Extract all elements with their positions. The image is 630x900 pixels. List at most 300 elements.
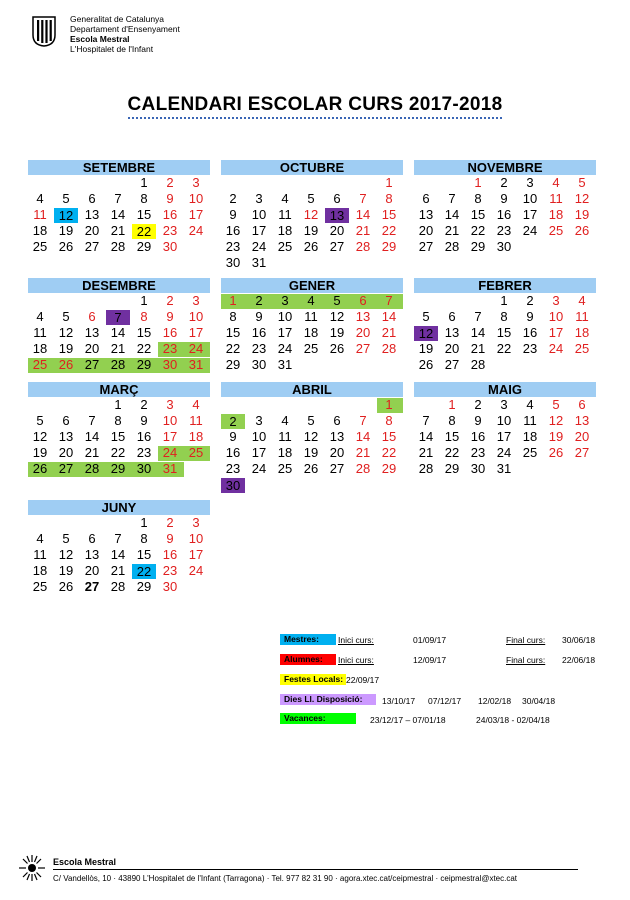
day-cell: 22	[225, 341, 241, 356]
legend-vacances-period: 24/03/18 - 02/04/18	[476, 715, 550, 725]
legend-lliure-swatch: Dies Ll. Disposició:	[280, 694, 376, 705]
day-cell: 17	[251, 445, 267, 460]
day-cell: 24	[548, 341, 564, 356]
day-cell: 20	[329, 445, 345, 460]
day-cell: 16	[162, 547, 178, 562]
day-cell: 4	[552, 175, 560, 190]
day-cell: 3	[192, 293, 200, 308]
week-row	[28, 357, 210, 373]
day-cell: 8	[500, 309, 508, 324]
month-header: FEBRER	[414, 278, 596, 293]
day-cell: 4	[36, 531, 44, 546]
day-cell: 27	[355, 341, 371, 356]
month-header: ABRIL	[221, 382, 403, 397]
month-abril	[221, 382, 403, 493]
sun-logo-icon	[18, 854, 46, 882]
day-cell: 23	[251, 341, 267, 356]
org-line: Escola Mestral	[70, 34, 130, 44]
day-cell: 15	[496, 325, 512, 340]
month-juny	[28, 500, 210, 595]
legend-lliure-date: 13/10/17	[382, 696, 416, 706]
day-cell: 18	[32, 563, 48, 578]
legend-alumnes-end: 22/06/18	[562, 655, 596, 665]
day-cell: 2	[166, 293, 174, 308]
day-cell: 13	[84, 547, 100, 562]
day-cell: 7	[474, 309, 482, 324]
day-cell: 3	[526, 175, 534, 190]
week-row	[414, 175, 596, 191]
day-cell: 19	[32, 445, 48, 460]
day-cell: 22	[470, 223, 486, 238]
day-cell: 18	[303, 325, 319, 340]
week-row	[28, 515, 210, 531]
month-header: DESEMBRE	[28, 278, 210, 293]
day-cell: 3	[255, 191, 263, 206]
day-cell: 19	[58, 341, 74, 356]
week-row	[221, 429, 403, 445]
month-header: SETEMBRE	[28, 160, 210, 175]
day-cell: 30	[251, 357, 267, 372]
month-octubre	[221, 160, 403, 271]
day-cell: 14	[110, 325, 126, 340]
week-row	[221, 477, 403, 493]
month-març	[28, 382, 210, 477]
day-cell: 5	[36, 413, 44, 428]
day-cell: 13	[574, 413, 590, 428]
day-cell: 25	[303, 341, 319, 356]
day-cell: 9	[166, 531, 174, 546]
day-cell: 30	[162, 579, 178, 594]
week-row	[414, 309, 596, 325]
week-row	[414, 191, 596, 207]
day-cell: 9	[500, 191, 508, 206]
week-row	[414, 223, 596, 239]
day-cell: 19	[58, 223, 74, 238]
day-cell: 16	[251, 325, 267, 340]
day-cell: 20	[58, 445, 74, 460]
day-cell: 6	[88, 191, 96, 206]
day-cell: 9	[474, 413, 482, 428]
day-cell: 10	[188, 531, 204, 546]
day-cell: 17	[496, 429, 512, 444]
day-cell: 7	[422, 413, 430, 428]
day-cell: 7	[448, 191, 456, 206]
day-cell: 25	[277, 239, 293, 254]
day-cell: 27	[418, 239, 434, 254]
day-cell: 6	[448, 309, 456, 324]
day-cell: 15	[110, 429, 126, 444]
day-cell: 13	[444, 325, 460, 340]
day-cell: 1	[140, 515, 148, 530]
day-cell: 21	[444, 223, 460, 238]
day-cell: 6	[333, 413, 341, 428]
day-cell: 9	[526, 309, 534, 324]
day-cell: 6	[578, 397, 586, 412]
day-cell: 22	[132, 224, 156, 239]
footer-address: C/ Vandellòs, 10 · 43890 L'Hospitalet de l'Infant (Tarragona) · Tel. 977 82 31 90 · agora.xtec.cat/ceipmestral · ceipmestral@xtec.cat	[53, 874, 518, 883]
day-cell: 24	[188, 563, 204, 578]
day-cell: 6	[62, 413, 70, 428]
day-cell: 2	[166, 515, 174, 530]
day-cell: 28	[110, 357, 126, 372]
day-cell: 20	[444, 341, 460, 356]
catalonia-shield-icon	[31, 15, 57, 47]
day-cell: 4	[281, 413, 289, 428]
week-row	[28, 563, 210, 579]
day-cell: 7	[106, 310, 130, 325]
day-cell: 24	[251, 239, 267, 254]
week-row	[414, 325, 596, 341]
day-cell: 7	[88, 413, 96, 428]
day-cell: 4	[578, 293, 586, 308]
day-cell: 27	[574, 445, 590, 460]
day-cell: 14	[110, 207, 126, 222]
day-cell: 25	[574, 341, 590, 356]
day-cell: 2	[229, 191, 237, 206]
day-cell: 5	[62, 309, 70, 324]
day-cell: 12	[58, 547, 74, 562]
week-row	[28, 325, 210, 341]
day-cell: 27	[84, 579, 100, 594]
legend-lliure-date: 30/04/18	[522, 696, 556, 706]
day-cell: 31	[251, 255, 267, 270]
day-cell: 28	[381, 341, 397, 356]
day-cell: 4	[526, 397, 534, 412]
day-cell: 29	[444, 461, 460, 476]
day-cell: 3	[281, 293, 289, 308]
day-cell: 23	[162, 223, 178, 238]
day-cell: 11	[523, 413, 537, 428]
day-cell: 2	[255, 293, 263, 308]
day-cell: 20	[418, 223, 434, 238]
day-cell: 11	[33, 207, 47, 222]
day-cell: 9	[166, 309, 174, 324]
day-cell: 29	[225, 357, 241, 372]
day-cell: 23	[136, 445, 152, 460]
day-cell: 17	[522, 207, 538, 222]
day-cell: 22	[136, 341, 152, 356]
day-cell: 1	[500, 293, 508, 308]
day-cell: 21	[355, 445, 371, 460]
day-cell: 8	[448, 413, 456, 428]
day-cell: 2	[166, 175, 174, 190]
day-cell: 24	[496, 445, 512, 460]
day-cell: 27	[84, 239, 100, 254]
day-cell: 28	[84, 461, 100, 476]
day-cell: 8	[140, 191, 148, 206]
day-cell: 10	[496, 413, 512, 428]
week-row	[221, 255, 403, 271]
week-row	[28, 429, 210, 445]
day-cell: 14	[110, 547, 126, 562]
day-cell: 16	[225, 445, 241, 460]
day-cell: 28	[355, 461, 371, 476]
day-cell: 9	[140, 413, 148, 428]
day-cell: 16	[225, 223, 241, 238]
day-cell: 2	[474, 397, 482, 412]
day-cell: 5	[333, 293, 341, 308]
legend-festes-value: 22/09/17	[346, 675, 380, 685]
month-header: JUNY	[28, 500, 210, 515]
week-row	[28, 223, 210, 239]
day-cell: 17	[162, 429, 178, 444]
day-cell: 20	[84, 223, 100, 238]
week-row	[28, 445, 210, 461]
day-cell: 31	[188, 357, 204, 372]
day-cell: 6	[359, 293, 367, 308]
day-cell: 20	[355, 325, 371, 340]
day-cell: 15	[381, 207, 397, 222]
day-cell: 16	[496, 207, 512, 222]
page-title: CALENDARI ESCOLAR CURS 2017-2018	[128, 94, 503, 119]
day-cell: 13	[58, 429, 74, 444]
day-cell: 7	[114, 531, 122, 546]
day-cell: 13	[418, 207, 434, 222]
day-cell: 15	[444, 429, 460, 444]
day-cell: 29	[136, 239, 152, 254]
day-cell: 2	[526, 293, 534, 308]
day-cell: 26	[574, 223, 590, 238]
day-cell: 16	[162, 207, 178, 222]
day-cell: 23	[470, 445, 486, 460]
day-cell: 17	[251, 223, 267, 238]
day-cell: 9	[166, 191, 174, 206]
day-cell: 11	[575, 309, 589, 324]
day-cell: 31	[496, 461, 512, 476]
day-cell: 7	[114, 191, 122, 206]
day-cell: 5	[422, 309, 430, 324]
day-cell: 28	[418, 461, 434, 476]
legend-alumnes-swatch: Alumnes:	[280, 654, 336, 665]
week-row	[414, 429, 596, 445]
day-cell: 14	[381, 309, 397, 324]
legend-alumnes-start: 12/09/17	[413, 655, 447, 665]
day-cell: 23	[496, 223, 512, 238]
week-row	[28, 341, 210, 357]
day-cell: 22	[381, 445, 397, 460]
day-cell: 5	[62, 191, 70, 206]
day-cell: 19	[548, 429, 564, 444]
week-row	[414, 357, 596, 373]
day-cell: 3	[500, 397, 508, 412]
day-cell: 23	[225, 239, 241, 254]
month-header: OCTUBRE	[221, 160, 403, 175]
legend-festes-swatch: Festes Locals:	[280, 674, 346, 685]
org-line: Generalitat de Catalunya	[70, 14, 165, 24]
day-cell: 25	[32, 579, 48, 594]
week-row	[221, 191, 403, 207]
day-cell: 19	[329, 325, 345, 340]
legend-alumnes-start-label: Inici curs:	[338, 655, 374, 665]
day-cell: 1	[140, 293, 148, 308]
legend-mestres-start: 01/09/17	[413, 635, 447, 645]
day-cell: 26	[58, 357, 74, 372]
month-maig	[414, 382, 596, 477]
day-cell: 3	[192, 175, 200, 190]
day-cell: 30	[221, 478, 245, 493]
day-cell: 31	[277, 357, 293, 372]
day-cell: 11	[549, 191, 563, 206]
day-cell: 24	[522, 223, 538, 238]
page-title-wrap	[0, 94, 630, 116]
day-cell: 3	[255, 413, 263, 428]
month-header: MARÇ	[28, 382, 210, 397]
legend-mestres-end-label: Final curs:	[506, 635, 546, 645]
day-cell: 6	[88, 309, 96, 324]
day-cell: 5	[578, 175, 586, 190]
day-cell: 10	[251, 429, 267, 444]
week-row	[28, 547, 210, 563]
week-row	[221, 239, 403, 255]
day-cell: 4	[36, 191, 44, 206]
day-cell: 26	[303, 461, 319, 476]
day-cell: 10	[548, 309, 564, 324]
day-cell: 11	[278, 207, 292, 222]
day-cell: 12	[574, 191, 590, 206]
day-cell: 24	[188, 341, 204, 356]
week-row	[28, 293, 210, 309]
day-cell: 23	[162, 563, 178, 578]
week-row	[221, 223, 403, 239]
day-cell: 14	[355, 207, 371, 222]
day-cell: 18	[522, 429, 538, 444]
week-row	[221, 397, 403, 413]
day-cell: 22	[381, 223, 397, 238]
day-cell: 6	[88, 531, 96, 546]
day-cell: 24	[188, 223, 204, 238]
week-row	[28, 579, 210, 595]
legend-mestres-swatch: Mestres:	[280, 634, 336, 645]
month-febrer	[414, 278, 596, 373]
day-cell: 20	[84, 341, 100, 356]
day-cell: 19	[58, 563, 74, 578]
week-row	[28, 207, 210, 223]
day-cell: 15	[225, 325, 241, 340]
day-cell: 14	[84, 429, 100, 444]
day-cell: 18	[32, 341, 48, 356]
day-cell: 10	[251, 207, 267, 222]
month-novembre	[414, 160, 596, 255]
day-cell: 1	[114, 397, 122, 412]
week-row	[221, 207, 403, 223]
day-cell: 5	[62, 531, 70, 546]
day-cell: 13	[329, 429, 345, 444]
legend-mestres-end: 30/06/18	[562, 635, 596, 645]
day-cell: 25	[277, 461, 293, 476]
week-row	[221, 175, 403, 191]
day-cell: 14	[418, 429, 434, 444]
day-cell: 21	[381, 325, 397, 340]
day-cell: 15	[136, 325, 152, 340]
day-cell: 30	[162, 357, 178, 372]
day-cell: 30	[136, 461, 152, 476]
legend-alumnes-end-label: Final curs:	[506, 655, 546, 665]
day-cell: 10	[188, 191, 204, 206]
day-cell: 15	[136, 547, 152, 562]
day-cell: 26	[303, 239, 319, 254]
day-cell: 18	[548, 207, 564, 222]
week-row	[221, 461, 403, 477]
day-cell: 8	[385, 413, 393, 428]
day-cell: 26	[58, 579, 74, 594]
day-cell: 11	[278, 429, 292, 444]
day-cell: 26	[32, 461, 48, 476]
day-cell: 12	[414, 326, 438, 341]
day-cell: 18	[188, 429, 204, 444]
day-cell: 4	[281, 191, 289, 206]
day-cell: 12	[303, 207, 319, 222]
day-cell: 2	[140, 397, 148, 412]
day-cell: 5	[552, 397, 560, 412]
day-cell: 7	[385, 293, 393, 308]
week-row	[28, 191, 210, 207]
day-cell: 25	[32, 357, 48, 372]
day-cell: 6	[333, 191, 341, 206]
week-row	[28, 461, 210, 477]
day-cell: 27	[329, 461, 345, 476]
week-row	[414, 461, 596, 477]
legend-vacances-swatch: Vacances:	[280, 713, 356, 724]
day-cell: 13	[355, 309, 371, 324]
day-cell: 20	[329, 223, 345, 238]
day-cell: 22	[496, 341, 512, 356]
footer-divider	[53, 869, 578, 870]
week-row	[28, 309, 210, 325]
day-cell: 26	[418, 357, 434, 372]
month-gener	[221, 278, 403, 373]
day-cell: 18	[277, 223, 293, 238]
month-header: MAIG	[414, 382, 596, 397]
day-cell: 6	[422, 191, 430, 206]
week-row	[221, 325, 403, 341]
day-cell: 12	[58, 325, 74, 340]
day-cell: 22	[444, 445, 460, 460]
day-cell: 13	[84, 207, 100, 222]
day-cell: 9	[229, 207, 237, 222]
week-row	[414, 207, 596, 223]
day-cell: 11	[304, 309, 318, 324]
week-row	[414, 293, 596, 309]
day-cell: 4	[36, 309, 44, 324]
month-header: NOVEMBRE	[414, 160, 596, 175]
day-cell: 21	[110, 341, 126, 356]
day-cell: 26	[548, 445, 564, 460]
day-cell: 28	[470, 357, 486, 372]
legend-mestres-start-label: Inici curs:	[338, 635, 374, 645]
week-row	[221, 341, 403, 357]
day-cell: 13	[84, 325, 100, 340]
day-cell: 29	[381, 239, 397, 254]
month-header: GENER	[221, 278, 403, 293]
day-cell: 25	[32, 239, 48, 254]
day-cell: 1	[385, 175, 393, 190]
day-cell: 5	[307, 191, 315, 206]
day-cell: 16	[522, 325, 538, 340]
day-cell: 20	[574, 429, 590, 444]
day-cell: 12	[548, 413, 564, 428]
day-cell: 10	[277, 309, 293, 324]
day-cell: 29	[381, 461, 397, 476]
day-cell: 27	[444, 357, 460, 372]
week-row	[414, 397, 596, 413]
week-row	[414, 413, 596, 429]
day-cell: 14	[444, 207, 460, 222]
day-cell: 10	[188, 309, 204, 324]
day-cell: 20	[84, 563, 100, 578]
day-cell: 23	[522, 341, 538, 356]
day-cell: 12	[32, 429, 48, 444]
week-row	[28, 175, 210, 191]
